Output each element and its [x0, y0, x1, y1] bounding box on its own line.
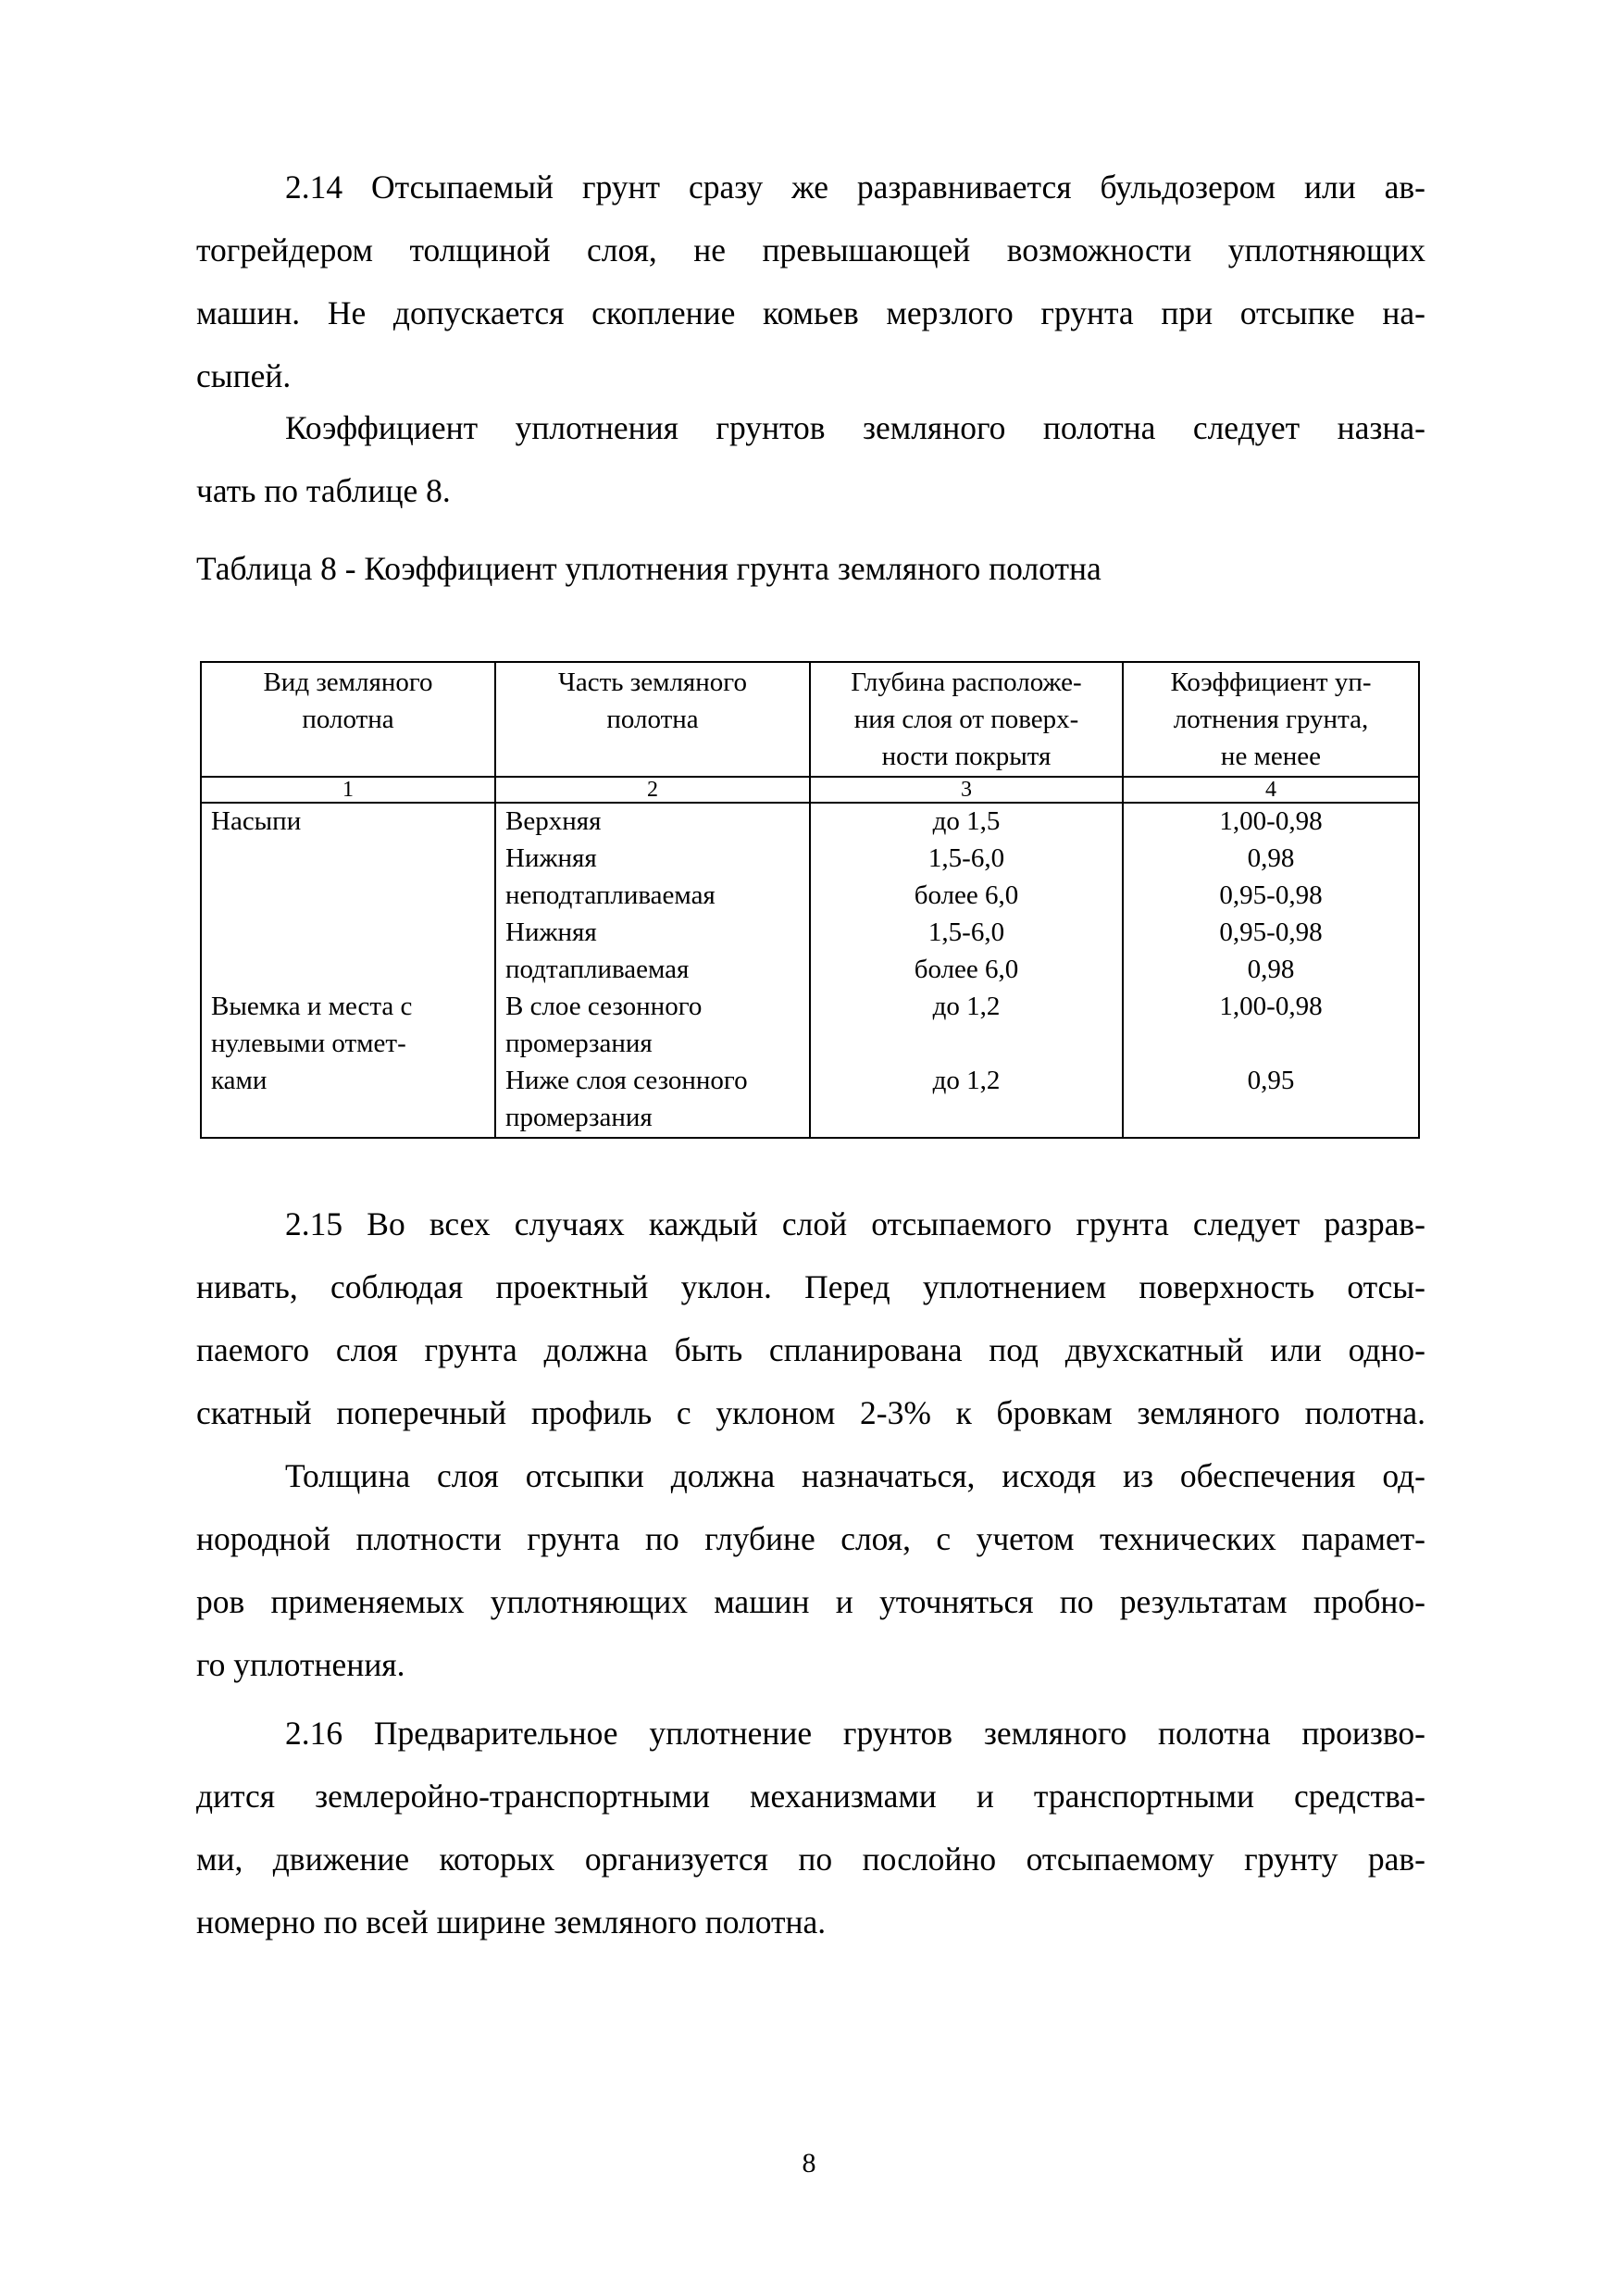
text-line: 2.14 Отсыпаемый грунт сразу же разравнивается бульдозером или ав-	[285, 168, 1425, 206]
cell-line: 1,00-0,98	[1219, 992, 1323, 1021]
cell-line: до 1,5	[932, 806, 1001, 836]
text-line: 2.16 Предварительное уплотнение грунтов земляного полотна произво-	[285, 1715, 1425, 1752]
header-text: ности покрытя	[881, 742, 1052, 771]
cell-line: ками	[211, 1066, 268, 1095]
header-text: Глубина расположе-	[851, 668, 1082, 697]
cell-line: промерзания	[505, 1103, 653, 1132]
text-line: го уплотнения.	[196, 1646, 405, 1683]
cell-line: подтапливаемая	[505, 955, 690, 984]
paragraph-layer-thickness	[196, 1444, 1425, 1696]
paragraph-2-14	[196, 156, 1425, 407]
cell-line: неподтапливаемая	[505, 880, 716, 910]
text-line: дится землеройно-транспортными механизмами и транспортными средства-	[196, 1778, 1425, 1815]
cell-line: Нижняя	[505, 843, 597, 873]
cell-line	[211, 878, 485, 915]
text-line: ров применяемых уплотняющих машин и уточняться по результатам пробно-	[196, 1583, 1425, 1620]
header-text: Вид земляного	[263, 668, 433, 697]
header-text: не менее	[1220, 742, 1322, 771]
header-cell	[495, 662, 810, 777]
cell-line	[1133, 1026, 1409, 1063]
cell-line: 0,95-0,98	[1219, 880, 1323, 910]
table-caption: Таблица 8 - Коэффициент уплотнения грунта земляного полотна	[196, 550, 1101, 587]
column-number: 3	[810, 777, 1123, 803]
cell-line: более 6,0	[914, 880, 1019, 910]
text-line: скатный поперечный профиль с уклоном 2-3% к бровкам земляного полотна.	[196, 1394, 1425, 1431]
column-number: 1	[201, 777, 495, 803]
cell-line	[211, 1100, 485, 1137]
text-line: Толщина слоя отсыпки должна назначаться, исходя из обеспечения од-	[285, 1457, 1425, 1494]
header-cell	[810, 662, 1123, 777]
header-cell	[1123, 662, 1419, 777]
header-text: полотна	[606, 705, 699, 734]
paragraph-2-15	[196, 1192, 1425, 1444]
cell-line: до 1,2	[932, 992, 1001, 1021]
paragraph-compaction-coefficient	[196, 396, 1425, 522]
cell-line: 0,95-0,98	[1219, 917, 1323, 947]
column-number: 2	[495, 777, 810, 803]
text-line: тогрейдером толщиной слоя, не превышающей возможности уплотняющих	[196, 231, 1425, 268]
column-number-row	[201, 777, 1419, 803]
text-line: паемого слоя грунта должна быть спланирована под двухскатный или одно-	[196, 1331, 1425, 1368]
cell-line: 1,5-6,0	[927, 917, 1005, 947]
text-line: чать по таблице 8.	[196, 472, 451, 509]
coefficient-cell	[1123, 803, 1419, 1138]
text-line: номерно по всей ширине земляного полотна.	[196, 1903, 827, 1940]
cell-line: Ниже слоя сезонного	[505, 1066, 748, 1095]
cell-line	[211, 915, 485, 952]
cell-line: нулевыми отмет-	[211, 1029, 406, 1058]
cell-line	[820, 1100, 1113, 1137]
page-number: 8	[802, 2148, 816, 2178]
header-text: полотна	[302, 705, 394, 734]
cell-line: 1,5-6,0	[927, 843, 1005, 873]
cell-line: Верхняя	[505, 806, 602, 836]
header-cell	[201, 662, 495, 777]
header-text: ния слоя от поверх-	[853, 705, 1079, 734]
paragraph-2-16	[196, 1702, 1425, 1953]
header-text: Коэффициент уп-	[1170, 668, 1372, 697]
depth-cell	[810, 803, 1123, 1138]
header-text: лотнения грунта,	[1173, 705, 1369, 734]
embankment-part-cell	[495, 803, 810, 1138]
cell-line: Насыпи	[211, 806, 302, 836]
cell-line: 0,98	[1247, 955, 1295, 984]
compaction-table	[200, 661, 1420, 1139]
cell-line: более 6,0	[914, 955, 1019, 984]
cell-line	[211, 952, 485, 989]
cell-line: 1,00-0,98	[1219, 806, 1323, 836]
text-line: нивать, соблюдая проектный уклон. Перед уплотнением поверхность отсы-	[196, 1268, 1425, 1305]
text-line: Коэффициент уплотнения грунтов земляного полотна следует назна-	[285, 409, 1425, 446]
text-line: ми, движение которых организуется по послойно отсыпаемому грунту рав-	[196, 1841, 1425, 1878]
cell-line: до 1,2	[932, 1066, 1001, 1095]
text-line: нородной плотности грунта по глубине слоя, с учетом технических парамет-	[196, 1520, 1425, 1557]
cell-line: промерзания	[505, 1029, 653, 1058]
soil-type-cell	[201, 803, 495, 1138]
column-number: 4	[1123, 777, 1419, 803]
table-header-row	[201, 662, 1419, 777]
cell-line: 0,98	[1247, 843, 1295, 873]
cell-line: 0,95	[1247, 1066, 1295, 1095]
cell-line	[211, 841, 485, 878]
text-line: машин. Не допускается скопление комьев мерзлого грунта при отсыпке на-	[196, 294, 1425, 331]
cell-line: Нижняя	[505, 917, 597, 947]
cell-line: В слое сезонного	[505, 992, 703, 1021]
header-text: Часть земляного	[558, 668, 747, 697]
text-line: сыпей.	[196, 357, 292, 394]
cell-line: Выемка и места с	[211, 992, 413, 1021]
cell-line	[1133, 1100, 1409, 1137]
table-row	[201, 803, 1419, 1138]
cell-line	[820, 1026, 1113, 1063]
text-line: 2.15 Во всех случаях каждый слой отсыпаемого грунта следует разрав-	[285, 1205, 1425, 1242]
